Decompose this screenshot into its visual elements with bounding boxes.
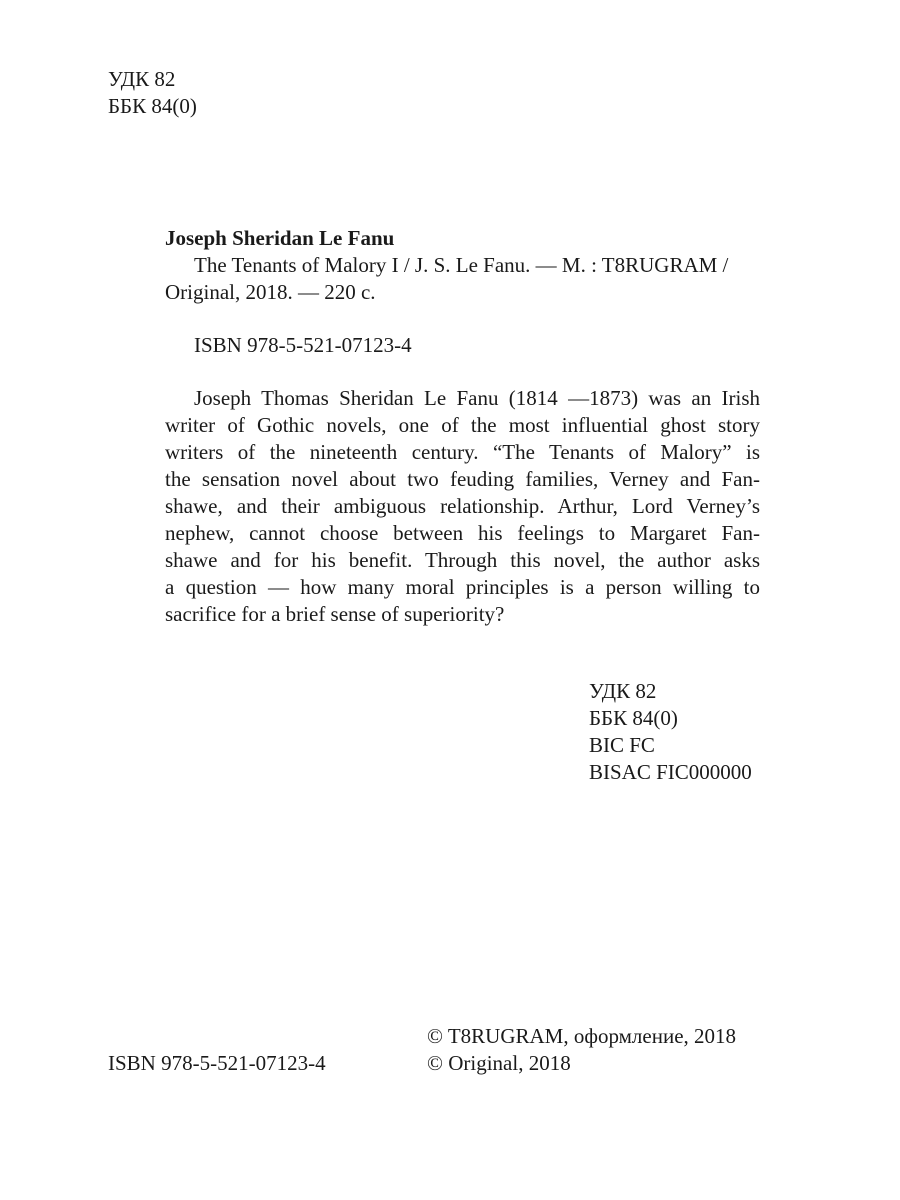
annotation-line: shawe, and their ambiguous relationship. Arthur, Lord Verney’s xyxy=(165,494,760,518)
bbk-code: ББК 84(0) xyxy=(108,94,197,118)
bbk-code: ББК 84(0) xyxy=(589,706,678,730)
classification-codes xyxy=(589,678,752,786)
annotation-line: the sensation novel about two feuding families, Verney and Fan- xyxy=(165,467,760,491)
annotation-line: Joseph Thomas Sheridan Le Fanu (1814 —1873) was an Irish xyxy=(194,386,760,410)
copyright-line-original: © Original, 2018 xyxy=(427,1051,571,1075)
copyright-line-design: © T8RUGRAM, оформление, 2018 xyxy=(427,1024,737,1048)
annotation-line: writers of the nineteenth century. “The Tenants of Malory” is xyxy=(165,440,760,464)
isbn-bottom-text: ISBN 978-5-521-07123-4 xyxy=(108,1051,326,1075)
annotation-line: writer of Gothic novels, one of the most influential ghost story xyxy=(165,413,760,437)
annotation-line: sacrifice for a brief sense of superiority? xyxy=(165,602,505,626)
bisac-code: BISAC FIC000000 xyxy=(589,760,752,784)
isbn-main xyxy=(194,332,412,359)
publication-statement: Original, 2018. — 220 с. xyxy=(165,280,376,304)
isbn-bottom xyxy=(108,1050,326,1077)
annotation-line: a question — how many moral principles is a person willing to xyxy=(165,575,760,599)
bic-code: BIC FC xyxy=(589,733,655,757)
author-name: Joseph Sheridan Le Fanu xyxy=(165,226,395,250)
udk-code: УДК 82 xyxy=(108,67,176,91)
bibliographic-record xyxy=(165,225,760,306)
annotation xyxy=(165,385,760,628)
isbn-main-text: ISBN 978-5-521-07123-4 xyxy=(194,333,412,357)
annotation-line: nephew, cannot choose between his feelings to Margaret Fan- xyxy=(165,521,760,545)
udk-code: УДК 82 xyxy=(589,679,657,703)
annotation-line: shawe and for his benefit. Through this novel, the author asks xyxy=(165,548,760,572)
title-statement: The Tenants of Malory I / J. S. Le Fanu. — M. : T8RUGRAM / xyxy=(194,253,729,277)
top-classification-codes xyxy=(108,66,197,120)
copyright-notice xyxy=(427,1023,736,1077)
